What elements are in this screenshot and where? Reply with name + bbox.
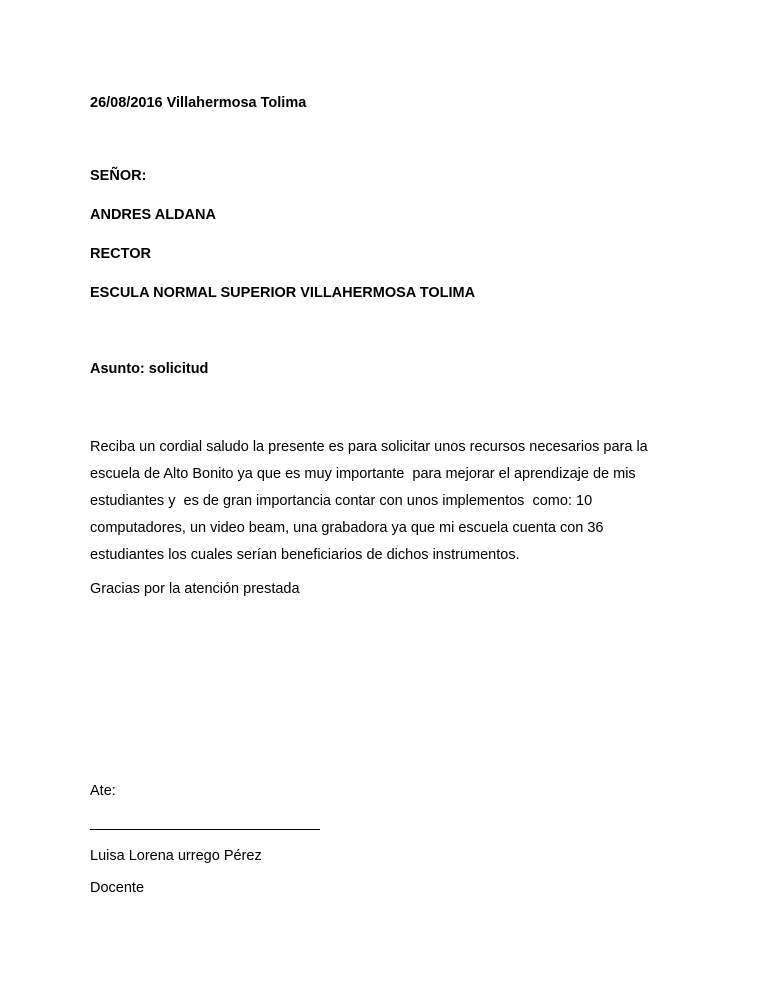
body-line: escuela de Alto Bonito ya que es muy importante para mejorar el aprendizaje de mis [90, 466, 636, 482]
salutation: SEÑOR: [90, 168, 147, 184]
institution: ESCULA NORMAL SUPERIOR VILLAHERMOSA TOLIMA [90, 285, 476, 301]
body-line: estudiantes y es de gran importancia contar con unos implementos como: 10 [90, 493, 593, 509]
subject: Asunto: solicitud [90, 361, 209, 377]
body-line: estudiantes los cuales serían beneficiarios de dichos instrumentos. [90, 547, 520, 563]
closing: Gracias por la atención prestada [90, 581, 300, 597]
date-place: 26/08/2016 Villahermosa Tolima [90, 95, 307, 111]
letter-body [90, 434, 690, 569]
signer-name: Luisa Lorena urrego Pérez [90, 848, 262, 864]
recipient-name: ANDRES ALDANA [90, 207, 216, 223]
recipient-title: RECTOR [90, 246, 151, 262]
sign-off: Ate: [90, 783, 116, 799]
body-line: Reciba un cordial saludo la presente es para solicitar unos recursos necesarios para la [90, 439, 648, 455]
signer-role: Docente [90, 880, 145, 896]
signature-line [90, 829, 320, 830]
body-line: computadores, un video beam, una grabadora ya que mi escuela cuenta con 36 [90, 520, 604, 536]
